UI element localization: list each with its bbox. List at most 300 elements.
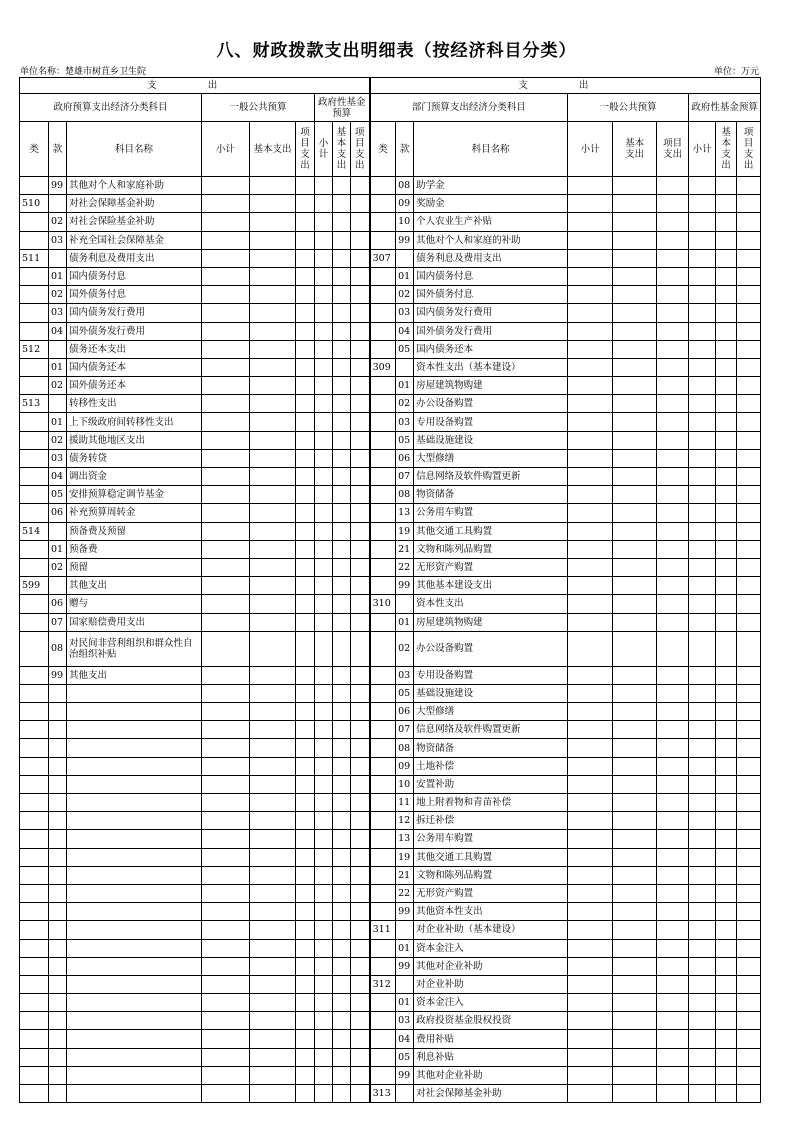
left-amount-cell <box>315 431 333 449</box>
left-amount-cell <box>202 340 250 358</box>
col-project-right <box>657 122 689 177</box>
right-amount-cell <box>737 848 761 866</box>
col-subtotal-right: 小计 <box>568 122 613 177</box>
left-amount-cell <box>202 703 250 721</box>
left-lei-cell <box>20 1012 49 1030</box>
right-amount-cell <box>568 177 613 195</box>
right-amount-cell <box>689 631 716 666</box>
left-amount-cell <box>315 794 333 812</box>
col-fund-basic <box>333 122 351 177</box>
left-amount-cell <box>250 449 296 467</box>
right-amount-cell <box>568 739 613 757</box>
right-name-cell: 费用补贴 <box>414 1030 568 1048</box>
table-row <box>20 267 761 285</box>
right-name-cell: 资本性支出 <box>414 595 568 613</box>
right-kuan-cell <box>396 921 414 939</box>
left-amount-cell <box>333 631 351 666</box>
right-amount-cell <box>657 812 689 830</box>
left-name-cell <box>67 848 202 866</box>
left-amount-cell <box>315 994 333 1012</box>
right-name-cell: 信息网络及软件购置更新 <box>414 721 568 739</box>
left-lei-cell <box>20 468 49 486</box>
left-amount-cell <box>333 449 351 467</box>
left-amount-cell <box>250 703 296 721</box>
right-amount-cell <box>568 975 613 993</box>
left-amount-cell <box>351 866 370 884</box>
left-amount-cell <box>315 231 333 249</box>
right-amount-cell <box>716 449 737 467</box>
left-name-cell <box>67 1048 202 1066</box>
left-amount-cell <box>351 322 370 340</box>
table-row <box>20 540 761 558</box>
left-amount-cell <box>333 395 351 413</box>
left-amount-cell <box>333 994 351 1012</box>
left-kuan-cell: 05 <box>49 486 67 504</box>
right-amount-cell <box>657 249 689 267</box>
right-name-cell: 对社会保障基金补助 <box>414 1085 568 1103</box>
right-amount-cell <box>716 794 737 812</box>
left-lei-cell: 514 <box>20 522 49 540</box>
table-row <box>20 703 761 721</box>
right-amount-cell <box>689 377 716 395</box>
left-amount-cell <box>250 267 296 285</box>
table-row <box>20 739 761 757</box>
right-amount-cell <box>568 613 613 631</box>
table-row <box>20 848 761 866</box>
right-amount-cell <box>689 1030 716 1048</box>
right-amount-cell <box>716 994 737 1012</box>
right-amount-cell <box>737 684 761 702</box>
right-amount-cell <box>737 231 761 249</box>
left-name-cell <box>67 1012 202 1030</box>
unit-name: 单位名称：楚雄市树苴乡卫生院 <box>20 67 147 77</box>
table-row <box>20 522 761 540</box>
right-amount-cell <box>613 703 657 721</box>
left-amount-cell <box>351 1048 370 1066</box>
right-kuan-cell: 22 <box>396 884 414 902</box>
left-amount-cell <box>333 322 351 340</box>
left-kuan-cell: 04 <box>49 322 67 340</box>
left-kuan-cell <box>49 195 67 213</box>
left-kuan-cell: 01 <box>49 540 67 558</box>
left-amount-cell <box>250 757 296 775</box>
left-amount-cell <box>296 666 315 684</box>
right-kuan-cell: 01 <box>396 939 414 957</box>
right-amount-cell <box>689 866 716 884</box>
right-name-cell: 文物和陈列品购置 <box>414 866 568 884</box>
right-name-cell: 利息补贴 <box>414 1048 568 1066</box>
col-fund-project-right-text: 项目支出 <box>743 127 754 171</box>
left-amount-cell <box>333 721 351 739</box>
right-lei-cell <box>370 666 396 684</box>
left-amount-cell <box>333 794 351 812</box>
right-amount-cell <box>716 595 737 613</box>
left-amount-cell <box>296 684 315 702</box>
right-lei-cell <box>370 757 396 775</box>
right-amount-cell <box>613 957 657 975</box>
left-amount-cell <box>202 304 250 322</box>
left-lei-cell <box>20 666 49 684</box>
left-amount-cell <box>202 866 250 884</box>
left-lei-cell <box>20 449 49 467</box>
left-lei-cell <box>20 504 49 522</box>
right-name-cell: 房屋建筑物购建 <box>414 613 568 631</box>
right-amount-cell <box>568 866 613 884</box>
left-amount-cell <box>315 304 333 322</box>
right-amount-cell <box>737 631 761 666</box>
right-lei-cell <box>370 631 396 666</box>
right-name-cell: 安置补助 <box>414 775 568 793</box>
left-amount-cell <box>315 866 333 884</box>
table-row <box>20 486 761 504</box>
table-row <box>20 921 761 939</box>
right-amount-cell <box>689 684 716 702</box>
left-amount-cell <box>315 613 333 631</box>
right-amount-cell <box>716 721 737 739</box>
right-name-cell: 个人农业生产补贴 <box>414 213 568 231</box>
left-amount-cell <box>202 794 250 812</box>
right-amount-cell <box>716 812 737 830</box>
left-amount-cell <box>315 1085 333 1103</box>
right-amount-cell <box>689 757 716 775</box>
right-amount-cell <box>613 631 657 666</box>
left-amount-cell <box>351 540 370 558</box>
left-amount-cell <box>296 1030 315 1048</box>
left-amount-cell <box>315 830 333 848</box>
left-name-cell: 对社会保险基金补助 <box>67 213 202 231</box>
right-name-cell: 其他交通工具购置 <box>414 522 568 540</box>
left-amount-cell <box>296 540 315 558</box>
left-amount-cell <box>250 340 296 358</box>
right-amount-cell <box>657 1066 689 1084</box>
table-row <box>20 884 761 902</box>
right-kuan-cell: 02 <box>396 395 414 413</box>
left-kuan-cell <box>49 721 67 739</box>
right-amount-cell <box>689 848 716 866</box>
left-amount-cell <box>202 267 250 285</box>
left-amount-cell <box>315 1066 333 1084</box>
left-amount-cell <box>250 395 296 413</box>
left-amount-cell <box>351 377 370 395</box>
right-amount-cell <box>689 739 716 757</box>
right-amount-cell <box>613 848 657 866</box>
right-kuan-cell: 11 <box>396 794 414 812</box>
right-amount-cell <box>613 177 657 195</box>
left-amount-cell <box>351 703 370 721</box>
right-amount-cell <box>657 577 689 595</box>
left-amount-cell <box>296 449 315 467</box>
left-lei-cell <box>20 304 49 322</box>
right-amount-cell <box>716 322 737 340</box>
right-kuan-cell: 09 <box>396 195 414 213</box>
right-kuan-cell: 21 <box>396 540 414 558</box>
right-amount-cell <box>568 684 613 702</box>
left-lei-cell <box>20 757 49 775</box>
right-amount-cell <box>689 1048 716 1066</box>
right-amount-cell <box>689 449 716 467</box>
right-name-cell: 助学金 <box>414 177 568 195</box>
right-amount-cell <box>716 613 737 631</box>
left-lei-cell <box>20 1066 49 1084</box>
right-amount-cell <box>737 775 761 793</box>
right-kuan-cell: 07 <box>396 468 414 486</box>
left-kuan-cell: 06 <box>49 595 67 613</box>
left-amount-cell <box>351 558 370 576</box>
left-name-cell: 债务还本支出 <box>67 340 202 358</box>
left-amount-cell <box>351 304 370 322</box>
left-lei-cell <box>20 957 49 975</box>
left-amount-cell <box>250 1012 296 1030</box>
left-amount-cell <box>315 413 333 431</box>
left-amount-cell <box>296 1048 315 1066</box>
left-amount-cell <box>250 921 296 939</box>
right-amount-cell <box>716 504 737 522</box>
right-amount-cell <box>689 558 716 576</box>
left-name-cell: 其他对个人和家庭补助 <box>67 177 202 195</box>
right-amount-cell <box>613 1030 657 1048</box>
right-kuan-cell: 03 <box>396 1012 414 1030</box>
right-amount-cell <box>568 358 613 376</box>
left-amount-cell <box>351 939 370 957</box>
left-lei-cell <box>20 213 49 231</box>
left-amount-cell <box>315 249 333 267</box>
right-amount-cell <box>657 322 689 340</box>
left-amount-cell <box>351 721 370 739</box>
left-amount-cell <box>351 177 370 195</box>
right-lei-cell <box>370 613 396 631</box>
right-amount-cell <box>657 286 689 304</box>
right-amount-cell <box>716 558 737 576</box>
right-amount-cell <box>737 884 761 902</box>
left-amount-cell <box>250 558 296 576</box>
left-lei-cell <box>20 413 49 431</box>
right-amount-cell <box>568 267 613 285</box>
left-kuan-cell <box>49 395 67 413</box>
right-amount-cell <box>716 684 737 702</box>
table-row <box>20 231 761 249</box>
right-kuan-cell: 08 <box>396 486 414 504</box>
left-amount-cell <box>333 340 351 358</box>
left-amount-cell <box>315 322 333 340</box>
right-amount-cell <box>657 267 689 285</box>
left-amount-cell <box>351 812 370 830</box>
left-name-cell <box>67 975 202 993</box>
right-amount-cell <box>568 631 613 666</box>
right-amount-cell <box>737 866 761 884</box>
left-amount-cell <box>315 195 333 213</box>
left-amount-cell <box>351 340 370 358</box>
right-amount-cell <box>613 468 657 486</box>
left-amount-cell <box>315 213 333 231</box>
right-amount-cell <box>737 812 761 830</box>
left-lei-cell <box>20 812 49 830</box>
right-kuan-cell: 01 <box>396 377 414 395</box>
right-amount-cell <box>568 957 613 975</box>
right-amount-cell <box>716 249 737 267</box>
left-name-cell: 国外债务发行费用 <box>67 322 202 340</box>
left-name-cell: 补充预算周转金 <box>67 504 202 522</box>
right-amount-cell <box>613 1048 657 1066</box>
right-amount-cell <box>613 231 657 249</box>
right-amount-cell <box>737 975 761 993</box>
right-kuan-cell: 05 <box>396 1048 414 1066</box>
right-amount-cell <box>657 522 689 540</box>
right-amount-cell <box>716 486 737 504</box>
left-kuan-cell <box>49 1085 67 1103</box>
right-amount-cell <box>716 830 737 848</box>
right-amount-cell <box>613 286 657 304</box>
right-amount-cell <box>716 177 737 195</box>
left-amount-cell <box>315 631 333 666</box>
right-amount-cell <box>657 486 689 504</box>
right-kuan-cell: 12 <box>396 812 414 830</box>
left-amount-cell <box>202 577 250 595</box>
left-amount-cell <box>351 413 370 431</box>
table-row <box>20 613 761 631</box>
right-amount-cell <box>689 613 716 631</box>
left-kuan-cell <box>49 1012 67 1030</box>
right-amount-cell <box>657 358 689 376</box>
right-amount-cell <box>568 1066 613 1084</box>
right-amount-cell <box>568 1048 613 1066</box>
table-row <box>20 431 761 449</box>
left-amount-cell <box>250 794 296 812</box>
right-amount-cell <box>737 703 761 721</box>
right-name-cell: 大型修缮 <box>414 703 568 721</box>
right-amount-cell <box>657 866 689 884</box>
left-kuan-cell <box>49 1030 67 1048</box>
left-amount-cell <box>333 177 351 195</box>
right-kuan-cell: 03 <box>396 666 414 684</box>
right-amount-cell <box>568 1012 613 1030</box>
left-lei-cell <box>20 721 49 739</box>
right-amount-cell <box>568 504 613 522</box>
left-kuan-cell <box>49 975 67 993</box>
right-lei-cell <box>370 504 396 522</box>
right-amount-cell <box>657 631 689 666</box>
right-lei-cell <box>370 1012 396 1030</box>
right-amount-cell <box>657 431 689 449</box>
left-amount-cell <box>315 504 333 522</box>
left-amount-cell <box>296 721 315 739</box>
left-amount-cell <box>296 903 315 921</box>
right-amount-cell <box>568 903 613 921</box>
right-amount-cell <box>737 358 761 376</box>
right-kuan-cell: 03 <box>396 413 414 431</box>
col-fund-basic-right <box>716 122 737 177</box>
left-kuan-cell: 99 <box>49 177 67 195</box>
left-amount-cell <box>333 775 351 793</box>
right-kuan-cell: 05 <box>396 431 414 449</box>
left-amount-cell <box>351 1012 370 1030</box>
left-amount-cell <box>250 231 296 249</box>
left-amount-cell <box>296 739 315 757</box>
right-amount-cell <box>613 975 657 993</box>
left-name-cell <box>67 703 202 721</box>
right-amount-cell <box>657 994 689 1012</box>
right-amount-cell <box>689 231 716 249</box>
right-name-cell: 资本金注入 <box>414 939 568 957</box>
right-amount-cell <box>613 739 657 757</box>
right-amount-cell <box>613 775 657 793</box>
right-lei-cell <box>370 1030 396 1048</box>
right-amount-cell <box>568 830 613 848</box>
table-row <box>20 322 761 340</box>
left-amount-cell <box>351 957 370 975</box>
left-amount-cell <box>202 775 250 793</box>
left-lei-cell <box>20 322 49 340</box>
right-amount-cell <box>568 522 613 540</box>
right-lei-cell <box>370 577 396 595</box>
right-lei-cell <box>370 213 396 231</box>
table-row <box>20 721 761 739</box>
right-amount-cell <box>689 903 716 921</box>
table-row <box>20 1030 761 1048</box>
right-amount-cell <box>689 994 716 1012</box>
left-name-cell: 债务利息及费用支出 <box>67 249 202 267</box>
right-name-cell: 其他对企业补助 <box>414 957 568 975</box>
left-amount-cell <box>333 1085 351 1103</box>
right-amount-cell <box>689 486 716 504</box>
left-amount-cell <box>333 249 351 267</box>
left-amount-cell <box>296 267 315 285</box>
left-amount-cell <box>333 684 351 702</box>
left-amount-cell <box>351 775 370 793</box>
table-row <box>20 340 761 358</box>
right-lei-cell <box>370 322 396 340</box>
right-name-cell: 无形资产购置 <box>414 884 568 902</box>
right-amount-cell <box>689 468 716 486</box>
right-kuan-cell: 13 <box>396 504 414 522</box>
left-lei-cell <box>20 1048 49 1066</box>
left-amount-cell <box>315 1048 333 1066</box>
left-amount-cell <box>202 666 250 684</box>
col-fund-subtotal-text: 小计 <box>318 138 329 160</box>
right-amount-cell <box>689 939 716 957</box>
left-amount-cell <box>250 957 296 975</box>
left-lei-cell <box>20 903 49 921</box>
right-amount-cell <box>689 975 716 993</box>
left-amount-cell <box>250 177 296 195</box>
right-lei-cell <box>370 431 396 449</box>
left-amount-cell <box>333 703 351 721</box>
left-amount-cell <box>296 703 315 721</box>
left-amount-cell <box>202 522 250 540</box>
right-amount-cell <box>716 540 737 558</box>
right-amount-cell <box>568 703 613 721</box>
right-name-cell: 其他对企业补助 <box>414 1066 568 1084</box>
left-amount-cell <box>333 358 351 376</box>
left-amount-cell <box>351 577 370 595</box>
col-name: 科目名称 <box>67 122 202 177</box>
left-amount-cell <box>315 522 333 540</box>
right-amount-cell <box>568 775 613 793</box>
right-amount-cell <box>716 957 737 975</box>
left-kuan-cell: 08 <box>49 631 67 666</box>
left-amount-cell <box>202 595 250 613</box>
right-amount-cell <box>689 304 716 322</box>
left-amount-cell <box>351 739 370 757</box>
right-amount-cell <box>613 522 657 540</box>
left-amount-cell <box>333 613 351 631</box>
right-lei-cell <box>370 848 396 866</box>
right-lei-cell <box>370 377 396 395</box>
right-amount-cell <box>613 304 657 322</box>
right-amount-cell <box>657 757 689 775</box>
right-amount-cell <box>737 721 761 739</box>
left-amount-cell <box>250 358 296 376</box>
right-amount-cell <box>613 866 657 884</box>
